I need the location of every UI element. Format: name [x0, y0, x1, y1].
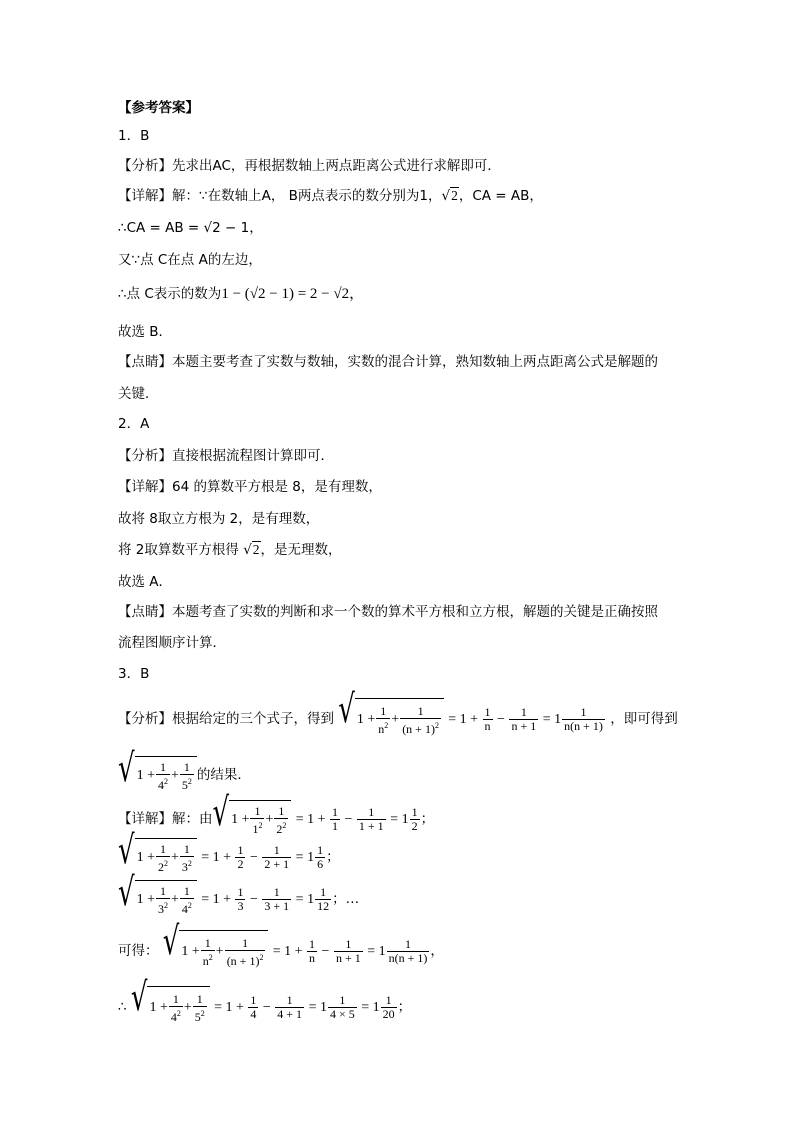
q1-analysis: 【分析】先求出AC，再根据数轴上两点距离公式进行求解即可． — [118, 158, 501, 174]
q3-detail-line5: ∴ √ 1 + $\frac{1}{4^2}$ + $\frac{1}{5^2}$ = 1 + $\frac{1}{4}$ − $\frac{1}{4 + 1}$ = 1 $\frac{1}{4 \times 5}$ = 1 $\frac{1}{20}$ ； — [118, 986, 411, 1028]
q1-detail-line3: 又∵点 C在点 A的左边， — [118, 252, 262, 268]
q3-detail-line2: √ 1 + $\frac{1}{2^2}$ + $\frac{1}{3^2}$ = 1 + $\frac{1}{2}$ − $\frac{1}{2 + 1}$ = 1 $\frac{1}{6}$ ； — [118, 838, 340, 876]
q1-detail-line2: ∴CA = AB = √2 − 1， — [118, 220, 263, 236]
q2-choose: 故选 A． — [118, 574, 173, 590]
formula-general: √ 1 + $\frac{1}{n^2}$ + $\frac{1}{(n + 1)^2}$ — [338, 698, 444, 740]
q3-detail-line3: √ 1 + $\frac{1}{3^2}$ + $\frac{1}{4^2}$ = 1 + $\frac{1}{3}$ − $\frac{1}{3 + 1}$ = 1 $\frac{1}{12}$ ；… — [118, 880, 359, 918]
q1-comment-line2: 关键． — [118, 386, 159, 402]
q2-comment-line1: 【点睛】本题考查了实数的判断和求一个数的算术平方根和立方根，解题的关键是正确按照 — [118, 604, 658, 620]
q3-detail-line4: 可得： √ 1 + $\frac{1}{n^2}$ + $\frac{1}{(n + 1)^2}$ = 1 + $\frac{1}{n}$ − $\frac{1}{n + 1}$ = 1 $\frac{1}{n(n + 1)}$ ， — [118, 930, 444, 972]
q2-detail-line1: 【详解】64 的算数平方根是 8，是有理数， — [118, 479, 382, 495]
q1-number: 1．B — [118, 128, 150, 144]
q2-detail-line2: 故将 8取立方根为 2，是有理数， — [118, 511, 320, 527]
q3-number: 3．B — [118, 666, 150, 682]
q2-comment-line2: 流程图顺序计算． — [118, 635, 226, 651]
q3-detail-line1: 【详解】解：由 √ 1 + $\frac{1}{1^2}$ + $\frac{1}{2^2}$ = 1 + $\frac{1}{1}$ − $\frac{1}{1 + 1}$ = 1 $\frac{1}{2}$ ； — [118, 800, 434, 838]
q3-analysis-line2: √ 1 + $\frac{1}{4^2}$ + $\frac{1}{5^2}$ 的结果． — [118, 756, 251, 794]
q2-number: 2．A — [118, 416, 150, 432]
q1-comment-line1: 【点睛】本题主要考查了实数与数轴，实数的混合计算，熟知数轴上两点距离公式是解题的 — [118, 354, 658, 370]
answer-header: 【参考答案】 — [118, 100, 199, 116]
q1-choose: 故选 B． — [118, 324, 173, 340]
q1-detail-line1: 【详解】解：∵在数轴上A， B两点表示的数分别为1，√2，CA = AB， — [118, 188, 543, 204]
q2-analysis: 【分析】直接根据流程图计算即可． — [118, 448, 334, 464]
q1-detail-line4: ∴点 C表示的数为1 − (√2 − 1) = 2 − √2， — [118, 286, 365, 302]
q3-analysis-line1: 【分析】根据给定的三个式子，得到 √ 1 + $\frac{1}{n^2}$ + $\frac{1}{(n + 1)^2}$ = 1 + $\frac{1}{n}$ − $\frac{1}{n + 1}$ = 1 $\frac{1}{n(n + 1)}$ ，即可得到 — [118, 698, 678, 740]
q2-detail-line3: 将 2取算数平方根得 √2，是无理数， — [118, 542, 342, 558]
